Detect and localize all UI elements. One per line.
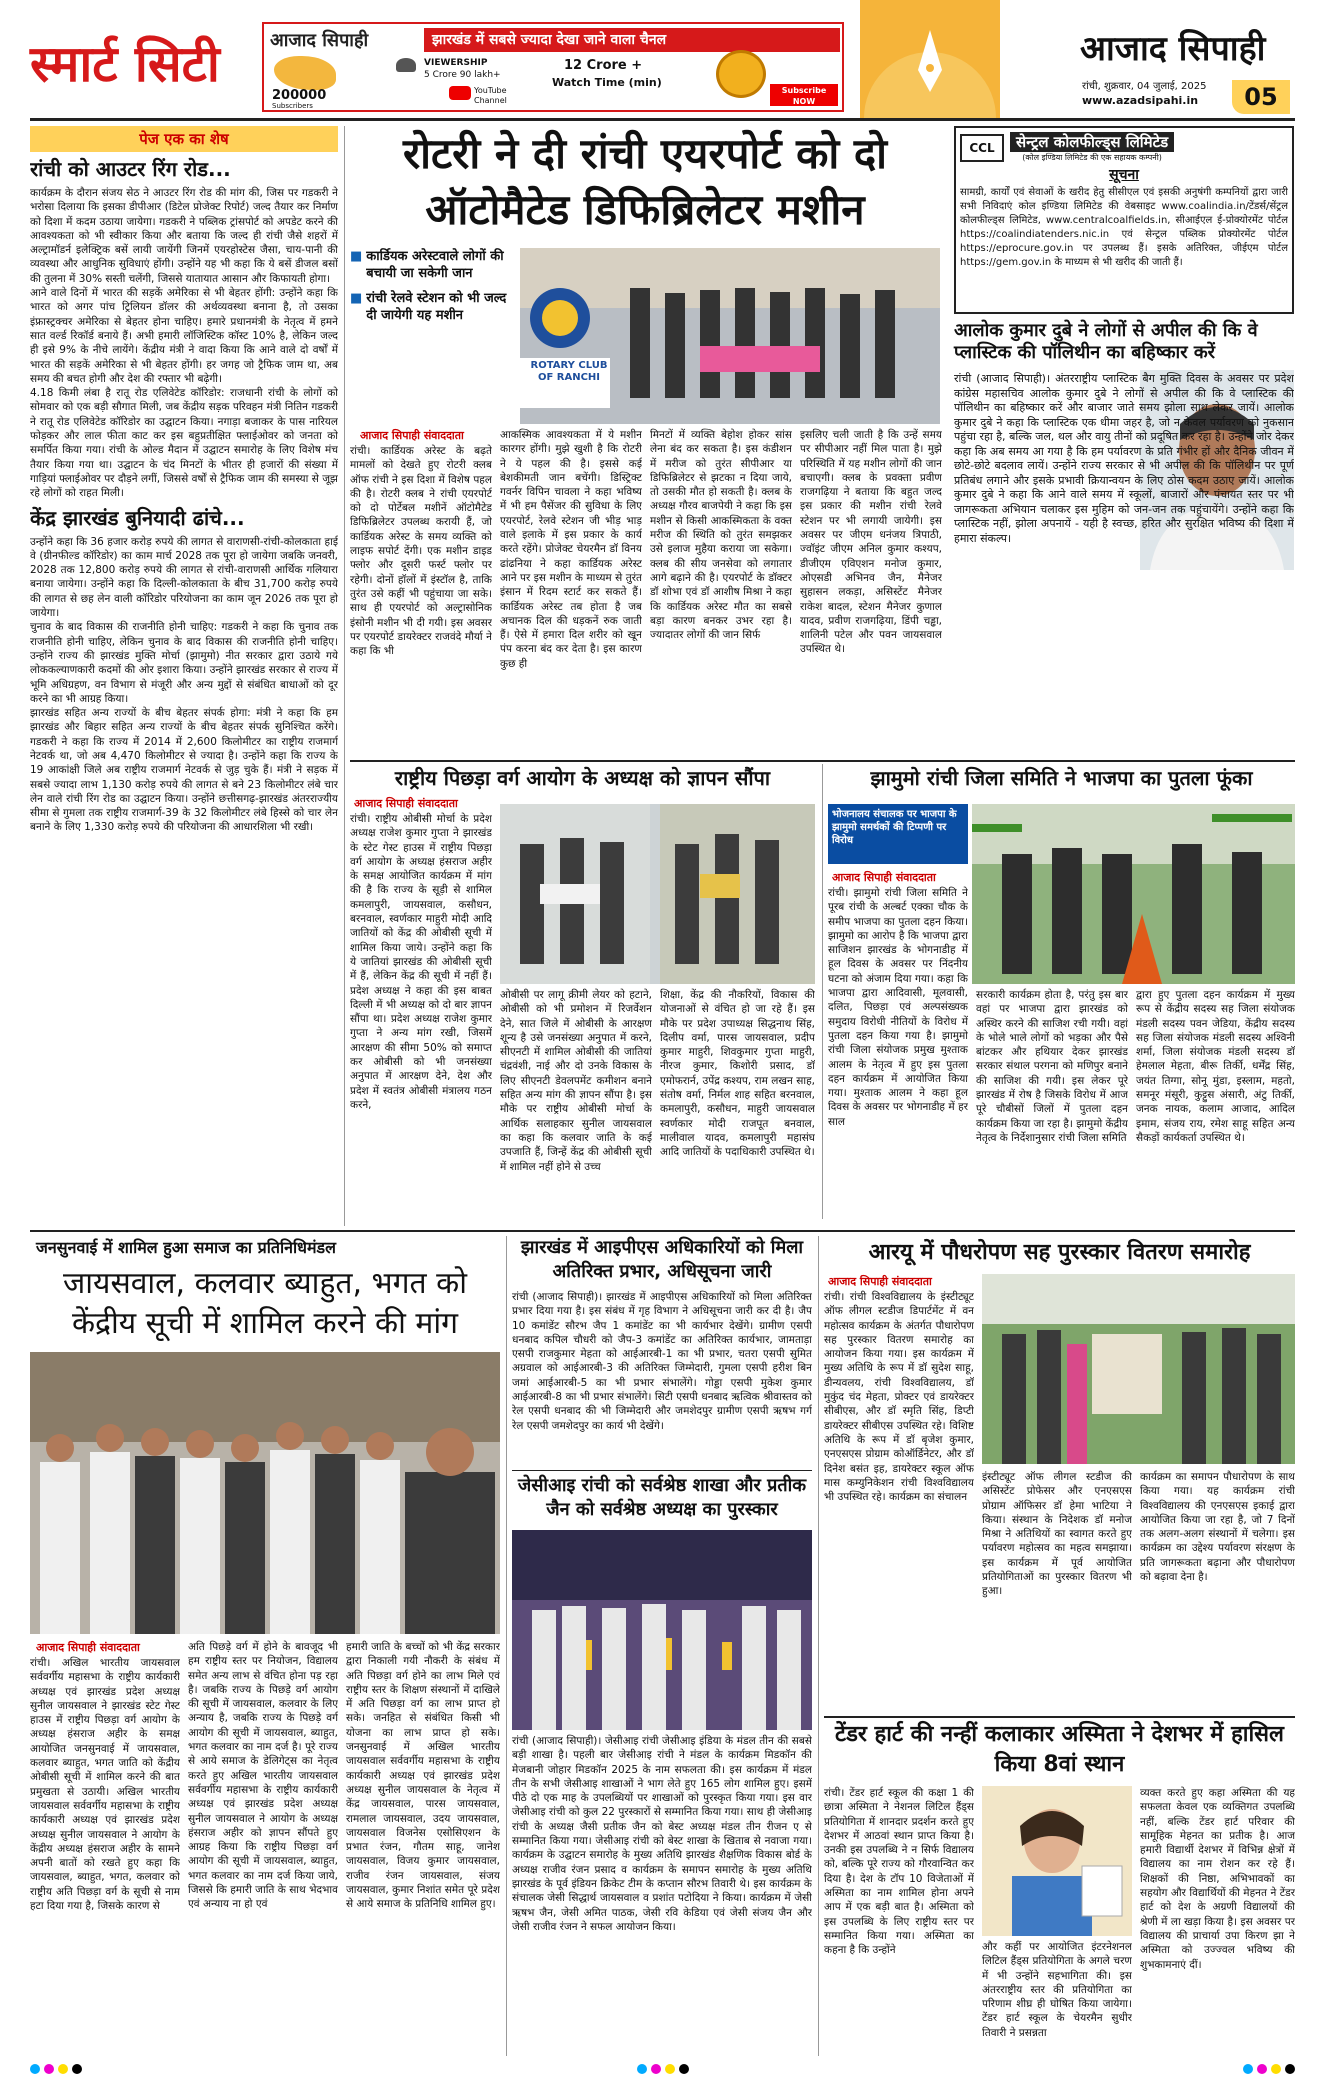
byline: आजाद सिपाही संवाददाता	[36, 1641, 140, 1654]
kalwar-photo	[30, 1352, 500, 1634]
jci-photo	[512, 1530, 812, 1730]
masthead-rule	[30, 118, 1295, 121]
jmm-headline: झामुमो रांची जिला समिति ने भाजपा का पुतला फूंका	[870, 766, 1253, 790]
dubey-headline: आलोक कुमार दुबे ने लोगों से अपील की कि वे प्लास्टिक की पॉलिथीन का बहिष्कार करें	[954, 320, 1258, 363]
print-register-marks	[30, 2064, 1295, 2078]
byline: आजाद सिपाही संवाददाता	[354, 797, 458, 810]
infra-headline: केंद्र झारखंड बुनियादी ढांचे...	[30, 505, 245, 530]
page-number: 05	[1232, 80, 1290, 114]
pen-logo	[860, 0, 1000, 118]
viewers-icon	[396, 58, 416, 72]
website-url: www.azadsipahi.in	[1082, 94, 1199, 107]
award-badge-icon	[716, 50, 766, 98]
byline: आजाद सिपाही संवाददाता	[828, 1275, 932, 1288]
kalwar-headline: जायसवाल, कलवार ब्याहुत, भगत को केंद्रीय सूची में शामिल करने की मांग	[63, 1266, 467, 1341]
youtube-icon	[449, 86, 471, 100]
obc-headline: राष्ट्रीय पिछड़ा वर्ग आयोग के अध्यक्ष को ज्ञापन सौंपा	[394, 766, 771, 790]
tender-headline: टेंडर हार्ट की नन्हीं कलाकार अस्मिता ने देशभर में हासिल किया 8वां स्थान	[835, 1722, 1284, 1777]
jmm-sidebar-tag: भोजनालय संचालक पर भाजपा के झामुमो समर्थकों की टिप्पणी पर विरोध	[828, 804, 968, 864]
byline: आजाद सिपाही संवाददाता	[360, 429, 464, 442]
rotary-photo	[520, 248, 940, 424]
bullet-icon: ■	[350, 291, 363, 306]
jci-headline: जेसीआइ रांची को सर्वश्रेष्ठ शाखा और प्रतीक जैन को सर्वश्रेष्ठ अध्यक्ष का पुरस्कार	[517, 1475, 807, 1520]
rotary-banner: ROTARY CLUB OF RANCHI	[530, 360, 608, 383]
rotary-bullets: ■ कार्डियक अरेस्टवाले लोगों की बचायी जा सकेगी जान ■ रांची रेलवे स्टेशन को भी जल्द दी जायेगी यह मशीन	[350, 249, 507, 323]
arya-photo	[982, 1274, 1295, 1464]
ring-road-headline: रांची को आउटर रिंग रोड...	[30, 157, 231, 181]
continued-label: पेज एक का शेष	[30, 126, 338, 152]
section-title: स्मार्ट सिटी	[30, 34, 220, 93]
channel-ad: आजाद सिपाही झारखंड में सबसे ज्यादा देखा जाने वाला चैनल 200000 Subscribers VIEWERSHIP 5 Crore 90 lakh+ YouTube Channel 12 Crore + Watch Time (min) Subscribe NOW	[262, 22, 844, 112]
jharkhand-map-icon	[274, 56, 336, 90]
jmm-photo	[972, 804, 1295, 984]
subscribe-button[interactable]: Subscribe NOW	[770, 84, 838, 106]
left-column: रांची को आउटर रिंग रोड... कार्यक्रम के दौरान संजय सेठ ने आउटर रिंग रोड की मांग की, जिस पर गडकरी ने भरोसा दिलाया कि इसका डीपीआर (डिटेल प्रोजेक्ट रिपोर्ट) जल्द तैयार कर निर्माण को दिशा में कदम उठाया जायेगा। गडकरी ने पब्लिक ट्रांसपोर्ट को अपडेट करने की आवश्यकता को भी स्वीकार किया और बताया कि जल्द ही रांची जैसे शहरों में अल्ट्रामॉडर्न इलेक्ट्रिक बसें लायी जायेंगी जिनमें एयरहोस्टेस जैसा, चाय-पानी की व्यवस्था और आधुनिक सुविधाएं होंगी। उन्होंने यह भी कहा कि ये बसें डीजल बसों की तुलना में 30% सस्ती चलेंगी, जिससे यातायात आसान और किफायती होगा। आने वाले दिनों में भारत की सड़कें अमेरिका से भी बेहतर होंगी: उन्होंने कहा कि भारत को अगर पांच ट्रिलियन डॉलर की अर्थव्यवस्था बनाना है, तो उसका इंफ्रास्ट्रक्चर अमेरिका से बेहतर होना चाहिए। हमारे प्रधानमंत्री के नेतृत्व में हमने सात वर्ल्ड रिकॉर्ड बनाये हैं। अभी हमारी लॉजिस्टिक कॉस्ट 10% है, लेकिन जल्द ही इसे 9% के नीचे लायेंगे। केंद्रीय मंत्री ने वादा किया कि आने वाले दो वर्षों में भारत की सड़कें अमेरिका से भी बेहतर होंगी। हर जगह जो ट्रैफिक जाम था, अब समय की बचत होगी और देश की रफ्तार भी बढ़ेगी। 4.18 किमी लंबा है रातू रोड एलिवेटेड कॉरिडोर: राजधानी रांची के लोगों को सोमवार को एक बड़ी सौगात मिली, जब केंद्रीय सड़क परिवहन मंत्री नितिन गडकरी ने रातू रोड एलिवेटेड कॉरिडोर का उद्घाटन किया। नगाड़ा बजाकर के पास नारियल फोड़कर और लाल फीता काट कर इस बहुप्रतीक्षित फ्लाईओवर को जनता को समर्पित किया गया। रांची के ओल्ड मैदान में उद्घाटन समारोह के लिए विशेष मंच तैयार किया गया था। उद्घाटन के चंद मिनटों के भीतर ही हजारों की संख्या में गाड़ियां फ्लाईओवर पर दौड़ने लगीं, जिससे वर्षों से ट्रैफिक जाम की समस्या से जूझ रहे लोगों को राहत मिली। केंद्र झारखंड बुनियादी ढांचे... उन्होंने कहा कि 36 हजार करोड़ रुपये की लागत से वाराणसी-रांची-कोलकाता हाई वे (ग्रीनफील्ड कॉरिडोर) का काम मार्च 2028 तक पूरा हो जायेगा जबकि जनवरी, 2028 तक 12,800 करोड़ रुपये की लागत से रांची-वाराणसी आर्थिक गलियारा बनाया जायेगा। उन्होंने कहा कि दिल्ली-कोलकाता के बीच 31,700 करोड़ रुपये की लागत से छह लेन वाली कॉरिडोर परियोजना का काम जून 2026 तक पूरा हो जायेगा। चुनाव के बाद विकास की राजनीति होनी चाहिए: गडकरी ने कहा कि चुनाव तक राजनीति होनी चाहिए, लेकिन चुनाव के बाद विकास की राजनीति होनी चाहिए। उन्होंने राज्य की झारखंड मुक्ति मोर्चा (झामुमो) नीत सरकार द्वारा उठाये गये लोककल्याणकारी कदमों की ओर इशारा किया। उन्होंने झारखंड सरकार से राज्य में भूमि अधिग्रहण, वन विभाग से मंजूरी और अन्य मुद्दों से संबंधित बाधाओं को दूर करने का भी आग्रह किया। झारखंड सहित अन्य राज्यों के बीच बेहतर संपर्क होगा: मंत्री ने कहा कि हम झारखंड और बिहार सहित अन्य राज्यों के बीच बेहतर संपर्क सुनिश्चित करेंगे। गडकरी ने कहा कि राज्य में 2014 में 2,600 किलोमीटर का राष्ट्रीय राजमार्ग नेटवर्क था, जो अब 4,470 किलोमीटर से ज्यादा है। उन्होंने कहा कि राज्य के 19 आकांक्षी जिले अब राष्ट्रीय राजमार्ग नेटवर्क से जुड़ चुके हैं। मंत्री ने सड़क में सबसे ज्यादा लाभ 1,130 करोड़ रुपये की लागत से बने 23 किलोमीटर लंबे चार लेन वाले रांची रिंग रोड का उद्घाटन किया। उन्होंने छत्तीसगढ़-झारखंड अंतरराज्यीय सीमा से गुमला तक राष्ट्रीय राजमार्ग-39 के 32 किलोमीटर लंबे हिस्से को चार लेन बनाने के लिए 1,330 करोड़ रुपये की परियोजना की आधारशिला भी रखी।	[30, 157, 338, 834]
byline: आजाद सिपाही संवाददाता	[832, 871, 936, 884]
masthead	[0, 0, 1325, 118]
ccl-notice: CCL सेन्ट्रल कोलफील्ड्स लिमिटेड (कोल इण्डिया लिमिटेड की एक सहायक कम्पनी) सूचना सामग्री, कार्यों एवं सेवाओं के खरीद हेतु सीसीएल एवं इसकी अनुषंगी कम्पनियों द्वारा जारी सभी निविदाएं कोल इण्डिया लिमिटेड की वेबसाइट www.coalindia.in/टेंडर्स/सेंट्रल कोलफील्ड्स लिमिटेड, www.centralcoalfields.in, सीआईएल ई-प्रोक्योरमेंट पोर्टल https://coalindiatenders.nic.in एवं सेन्ट्रल पब्लिक प्रोक्योरमेंट पोर्टल https://eprocure.gov.in पर उपलब्ध हैं। इसके अतिरिक्त, जीईएम पोर्टल https://gem.gov.in के माध्यम से भी खरीद की जाती हैं।	[954, 126, 1294, 314]
dateline: रांची, शुक्रवार, 04 जुलाई, 2025	[1082, 81, 1207, 92]
tender-photo	[982, 1786, 1132, 1936]
newspaper-name: आजाद सिपाही	[1080, 29, 1266, 69]
kalwar-kicker: जनसुनवाई में शामिल हुआ समाज का प्रतिनिधिमंडल	[36, 1238, 336, 1257]
bullet-icon: ■	[350, 249, 363, 264]
obc-photo	[500, 804, 815, 984]
ips-headline: झारखंड में आइपीएस अधिकारियों को मिला अतिरिक्त प्रभार, अधिसूचना जारी	[520, 1237, 804, 1282]
ccl-logo-icon: CCL	[960, 134, 1004, 162]
arya-headline: आरयू में पौधरोपण सह पुरस्कार वितरण समारोह	[868, 1240, 1251, 1265]
rotary-headline: रोटरी ने दी रांची एयरपोर्ट को दो ऑटोमैटेड डिफिब्रिलेटर मशीन	[402, 129, 888, 234]
notice-title: सूचना	[1109, 167, 1139, 183]
